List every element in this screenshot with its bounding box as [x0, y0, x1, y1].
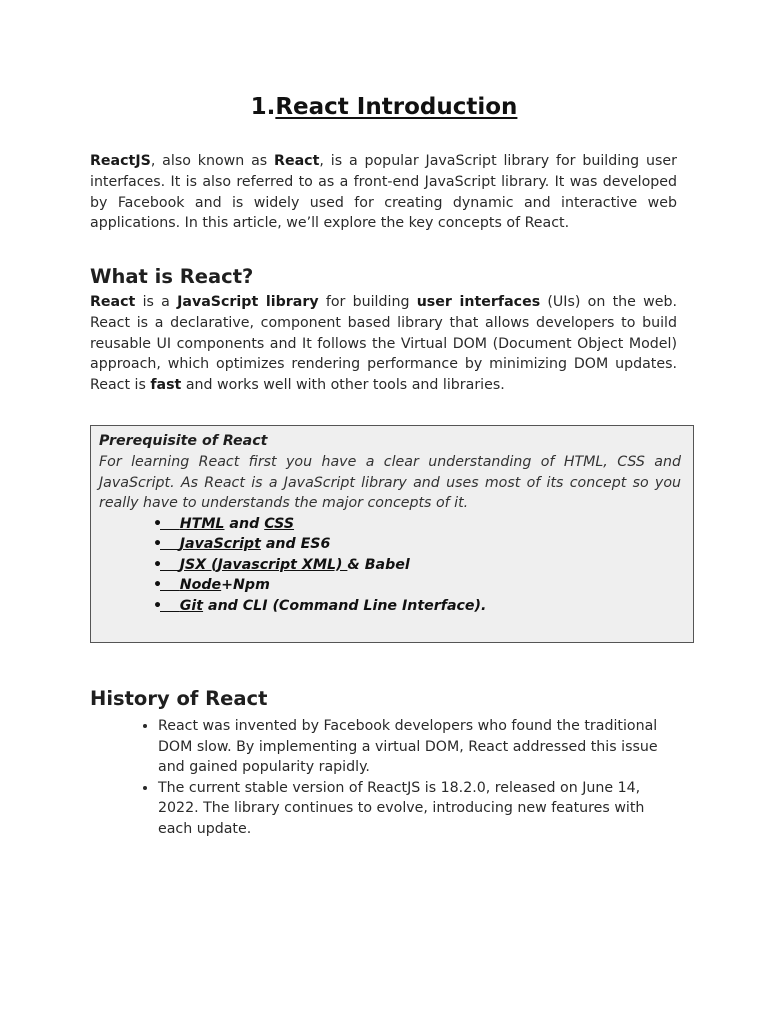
- history-item: • The current stable version of ReactJS is 18.2.0, released on June 14, 2022. The library continues to evolve, introducing new features with each update.: [158, 778, 677, 840]
- prerequisite-heading: Prerequisite of React: [99, 433, 268, 449]
- prerequisite-item: [153, 575, 681, 596]
- what-text-3: (UIs) on the web. React is a declarative, component based library that allows developers to build reusable UI components and It follows the Virtual DOM (Document Object Model) approach, which optimizes rendering performance by minimizing DOM updates. React is: [90, 294, 677, 394]
- bold-javascript-library: JavaScript library: [177, 294, 319, 310]
- intro-text-2: , is a popular JavaScript library for building user interfaces. It is also referred to as a front-end JavaScript library. It was developed by Facebook and is widely used for creating dynamic and interactive web applications. In this article, we’ll explore the key concepts of React.: [90, 153, 677, 232]
- what-text-2: for building: [318, 294, 417, 310]
- page-title: [0, 94, 768, 120]
- bold-react: React: [90, 294, 136, 310]
- history-list: [90, 716, 677, 839]
- title-text: React Introduction: [275, 94, 518, 120]
- bullet-icon: •: [153, 515, 163, 532]
- history-heading: History of React: [90, 687, 268, 710]
- prerequisite-list: [99, 514, 681, 617]
- what-text-1: is a: [135, 294, 178, 310]
- prerequisite-text: For learning React first you have a clear understanding of HTML, CSS and JavaScript. As React is a JavaScript library and uses most of its concept so you really have to understands the major concepts of it.: [99, 454, 681, 511]
- prereq-link-git[interactable]: Git: [179, 597, 204, 614]
- intro-term-react: React: [274, 153, 320, 169]
- bullet-icon: •: [153, 556, 163, 573]
- history-item: • React was invented by Facebook developers who found the traditional DOM slow. By implementing a virtual DOM, React addressed this issue and gained popularity rapidly.: [158, 716, 677, 778]
- intro-text-1: , also known as: [150, 153, 275, 169]
- prereq-text: +Npm: [221, 577, 270, 593]
- prereq-text: and ES6: [260, 536, 331, 552]
- what-text-4: and works well with other tools and libraries.: [181, 377, 505, 394]
- prerequisite-item: [153, 596, 681, 617]
- intro-term-reactjs: ReactJS: [90, 153, 151, 169]
- intro-paragraph: [90, 151, 677, 234]
- what-is-react-paragraph: [90, 292, 677, 396]
- what-is-react-heading: What is React?: [90, 265, 254, 288]
- title-number: 1.: [250, 94, 276, 120]
- prereq-link-jsx[interactable]: JSX (Javascript XML): [179, 556, 348, 573]
- prereq-link-javascript[interactable]: JavaScript: [179, 536, 261, 552]
- prereq-text: and: [224, 515, 265, 532]
- prereq-link-node[interactable]: Node: [179, 577, 222, 593]
- prereq-link-css[interactable]: CSS: [264, 515, 295, 532]
- prerequisite-box: [90, 425, 694, 643]
- prereq-link-html[interactable]: HTML: [179, 515, 225, 532]
- prereq-text: and CLI (Command Line Interface).: [203, 597, 487, 614]
- bullet-icon: •: [153, 536, 163, 552]
- bullet-icon: •: [153, 577, 163, 593]
- prereq-text: & Babel: [347, 556, 410, 573]
- prerequisite-item: [153, 534, 681, 555]
- prerequisite-item: [153, 514, 681, 535]
- bold-user-interfaces: user interfaces: [416, 294, 541, 310]
- bold-fast: fast: [150, 377, 182, 394]
- prerequisite-item: [153, 555, 681, 576]
- bullet-icon: •: [153, 597, 163, 614]
